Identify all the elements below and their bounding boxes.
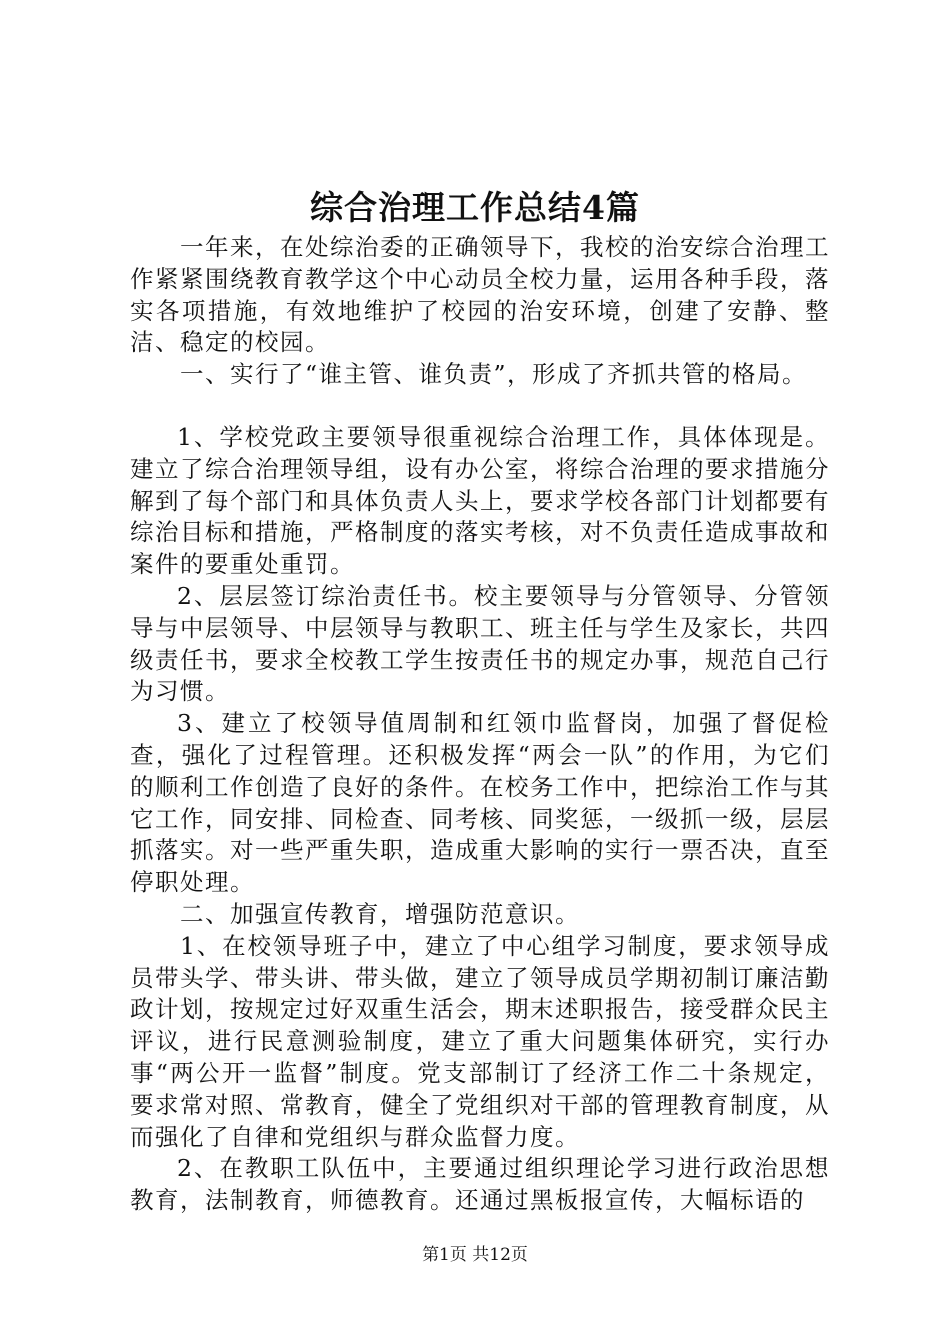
page-footer: 第1页 共12页	[422, 1245, 528, 1265]
paragraph-intro: 一年来，在处综治委的正确领导下，我校的治安综合治理工作紧紧围绕教育教学这个中心动员全校力量，运用各种手段，落实各项措施，有效地维护了校园的治安环境，创建了安静、整洁、稳定的校园。	[130, 233, 830, 357]
paragraph-item-1-3: 3、建立了校领导值周制和红领巾监督岗，加强了督促检查，强化了过程管理。还积极发挥“两会一队”的作用，为它们的顺利工作创造了良好的条件。在校务工作中，把综治工作与其它工作，同安排、同检查、同考核、同奖惩，一级抓一级，层层抓落实。对一些严重失职，造成重大影响的实行一票否决，直至停职处理。	[130, 709, 830, 897]
paragraph-item-2-1: 1、在校领导班子中，建立了中心组学习制度，要求领导成员带头学、带头讲、带头做，建立了领导成员学期初制订廉洁勤政计划，按规定过好双重生活会，期末述职报告，接受群众民主评议，进行民意测验制度，建立了重大问题集体研究，实行办事“两公开一监督”制度。党支部制订了经济工作二十条规定，要求常对照、常教育，健全了党组织对干部的管理教育制度，从而强化了自律和党组织与群众监督力度。	[130, 931, 830, 1151]
document-body	[130, 232, 830, 1217]
document-title: 综合治理工作总结4篇	[310, 188, 640, 227]
paragraph-item-1-2: 2、层层签订综治责任书。校主要领导与分管领导、分管领导与中层领导、中层领导与教职工、班主任与学生及家长，共四级责任书，要求全校教工学生按责任书的规定办事，规范自己行为习惯。	[130, 581, 830, 706]
section-heading-1: 一、实行了“谁主管、谁负责”，形成了齐抓共管的格局。	[180, 360, 808, 389]
paragraph-item-2-2: 2、在教职工队伍中，主要通过组织理论学习进行政治思想教育，法制教育，师德教育。还通过黑板报宣传，大幅标语的	[130, 1154, 830, 1215]
section-heading-2: 二、加强宣传教育，增强防范意识。	[180, 899, 580, 928]
paragraph-item-1-1: 1、学校党政主要领导很重视综合治理工作，具体体现是。建立了综合治理领导组，设有办公室，将综合治理的要求措施分解到了每个部门和具体负责人头上，要求学校各部门计划都要有综治目标和措施，严格制度的落实考核，对不负责任造成事故和案件的要重处重罚。	[130, 422, 830, 579]
